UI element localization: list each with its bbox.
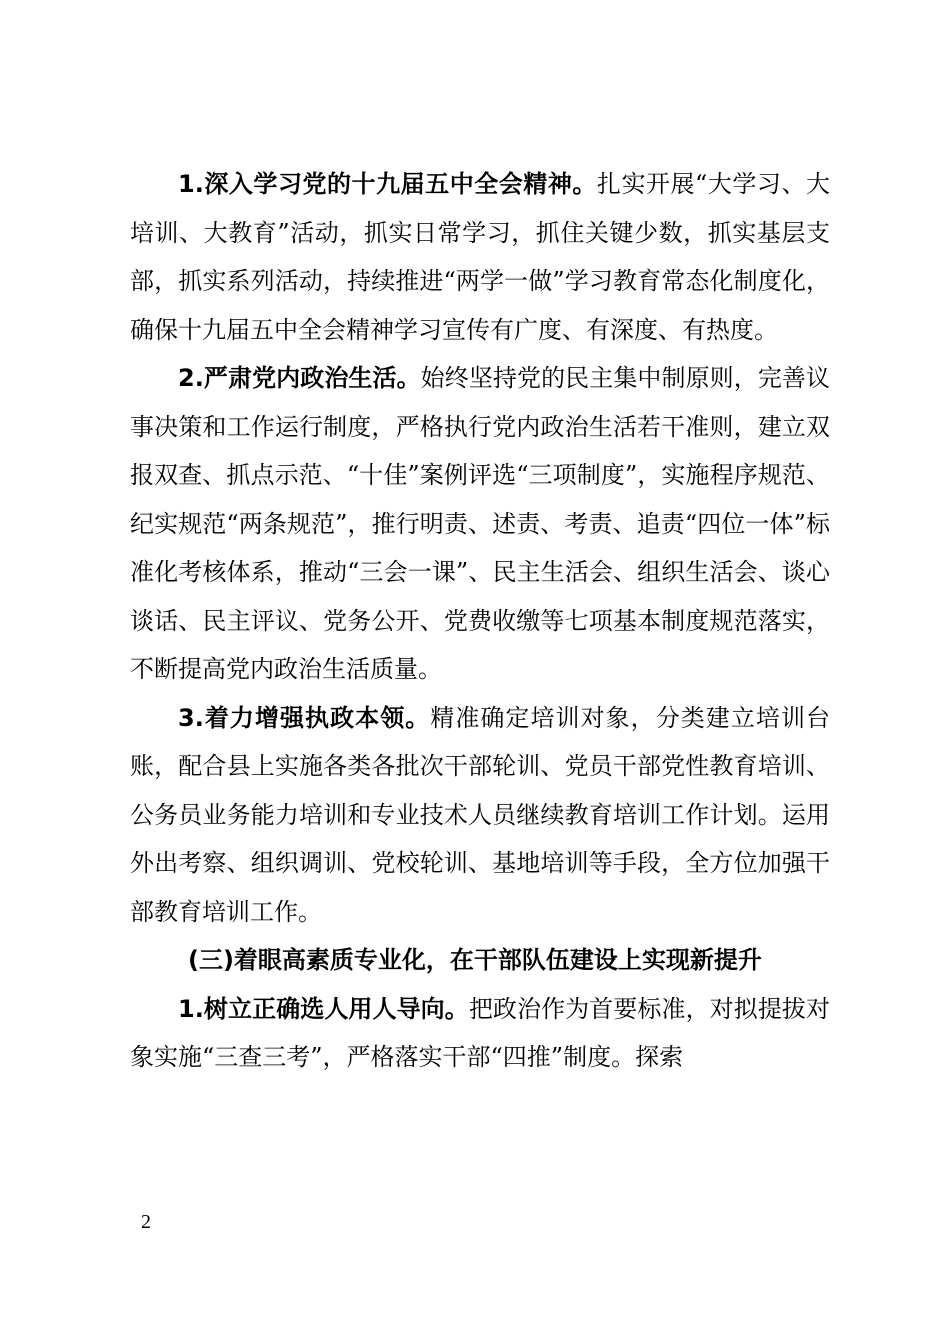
paragraph-text: 始终坚持党的民主集中制原则，完善议事决策和工作运行制度，严格执行党内政治生活若干准则，建立双报双查、抓点示范、“十佳”案例评选“三项制度”，实施程序规范、纪实规范“两条规范”，推行明责、述责、考责、追责“四位一体”标准化考核体系，推动“三会一课”、民主生活会、组织生活会、谈心谈话、民主评议、党务公开、党费收缴等七项基本制度规范落实，不断提高党内政治生活质量。	[130, 364, 830, 683]
paragraph-text: 扎实开展“大学习、大培训、大教育”活动，抓实日常学习，抓住关键少数，抓实基层支部，抓实系列活动，持续推进“两学一做”学习教育常态化制度化，确保十九届五中全会精神学习宣传有广度、有深度、有热度。	[130, 170, 830, 344]
paragraph-text: 把政治作为首要标准，对拟提拔对象实施“三查三考”，严格落实干部“四推”制度。探索	[130, 994, 830, 1071]
paragraph-heading: 1.树立正确选人用人导向。	[178, 994, 469, 1023]
paragraph-heading: 2.严肃党内政治生活。	[178, 364, 421, 392]
page-number: 2	[141, 1211, 151, 1233]
section-heading: (三)着眼高素质专业化，在干部队伍建设上实现新提升	[188, 946, 762, 974]
paragraph-study-spirit	[130, 160, 830, 354]
paragraph-governing-ability	[130, 694, 830, 937]
document-body	[130, 160, 830, 1082]
paragraph-text: 精准确定培训对象，分类建立培训台账，配合县上实施各类各批次干部轮训、党员干部党性教育培训、公务员业务能力培训和专业技术人员继续教育培训工作计划。运用外出考察、组织调训、党校轮训、基地培训等手段，全方位加强干部教育培训工作。	[130, 703, 830, 926]
paragraph-selection-guidance	[130, 985, 830, 1082]
paragraph-heading: 1.深入学习党的十九届五中全会精神。	[178, 170, 597, 198]
paragraph-political-life	[130, 354, 830, 694]
paragraph-heading: 3.着力增强执政本领。	[178, 703, 431, 732]
